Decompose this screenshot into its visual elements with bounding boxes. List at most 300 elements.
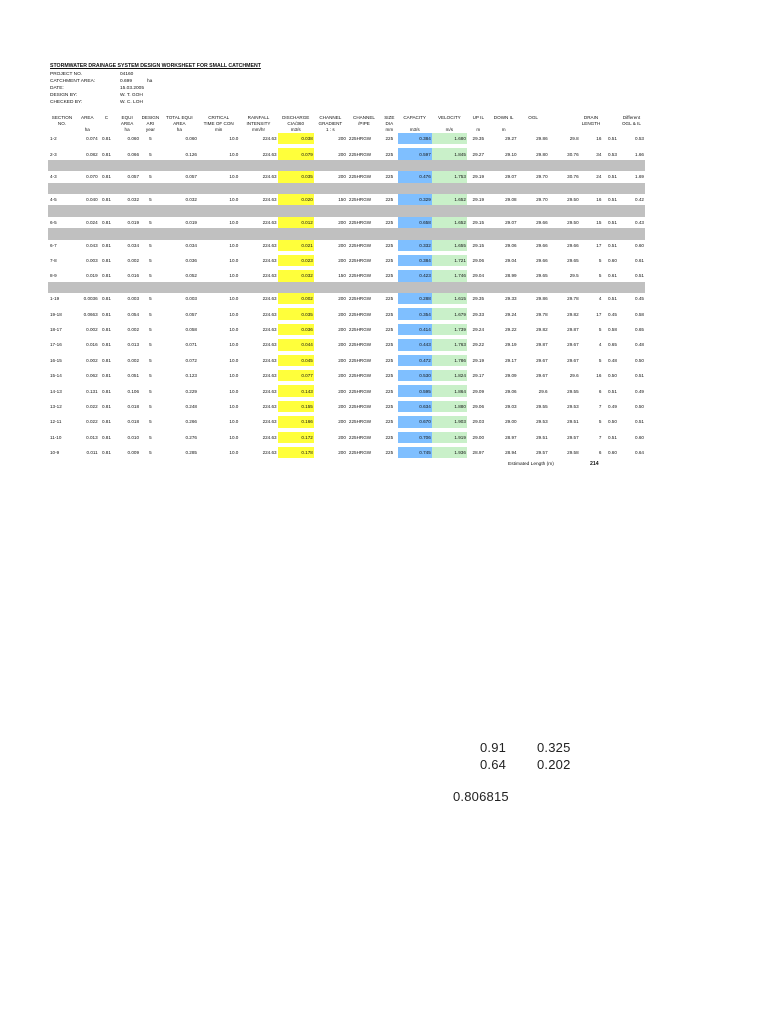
diff-down-cell: 0.49 <box>635 388 644 394</box>
ogl-up-cell: 29.66 <box>536 219 548 225</box>
ogl-up-cell: 29.82 <box>536 327 548 333</box>
rainfall-intensity-cell: 224.63 <box>262 357 277 363</box>
diff-down-cell: 0.43 <box>635 219 644 225</box>
equi-area-cell: 0.013 <box>127 342 140 348</box>
ogl-up-cell: 29.57 <box>536 450 548 456</box>
equi-area-cell: 0.018 <box>127 404 140 409</box>
c-cell: 0.81 <box>101 219 111 225</box>
total-equi-area-cell: 0.276 <box>185 434 197 440</box>
channel-gradient-cell: 200 <box>338 296 346 302</box>
design-ari-cell: 5 <box>149 151 152 157</box>
capacity-cell: 0.384 <box>398 255 432 266</box>
size-dia-cell: 225 <box>385 136 394 142</box>
ogl-down-cell: 29.58 <box>567 450 579 456</box>
section-cell: 1-19 <box>50 296 60 302</box>
column-header: ha <box>176 127 182 132</box>
table-row <box>48 133 645 144</box>
rainfall-intensity-cell: 224.63 <box>262 151 277 157</box>
design-ari-cell: 5 <box>149 373 152 379</box>
c-cell: 0.81 <box>101 258 111 264</box>
rainfall-intensity-cell: 224.63 <box>262 242 277 248</box>
area-cell: 0.002 <box>86 327 98 333</box>
table-row <box>48 148 645 159</box>
note-value: 0.91 <box>480 740 507 755</box>
discharge-cell: 0.036 <box>278 324 314 335</box>
velocity-cell: 1.903 <box>432 416 467 427</box>
total-equi-area-cell: 0.003 <box>185 296 197 302</box>
section-cell: 18-17 <box>50 327 62 333</box>
channel-pipe-cell: 225HRGW <box>348 357 372 363</box>
diff-down-cell: 0.48 <box>635 342 644 348</box>
design-ari-cell: 5 <box>149 327 152 333</box>
drain-length-cell: 34 <box>596 151 602 157</box>
velocity-cell: 1.746 <box>432 270 467 281</box>
size-dia-cell: 225 <box>385 373 394 379</box>
velocity-cell: 1.824 <box>432 370 467 381</box>
table-row <box>48 416 645 427</box>
size-dia-cell: 225 <box>385 342 394 348</box>
column-header: OGL & IL <box>621 121 641 126</box>
section-cell: 15-14 <box>50 373 62 379</box>
ogl-up-cell: 29.51 <box>536 434 548 440</box>
table-row <box>48 401 645 412</box>
diff-up-cell: 0.51 <box>607 296 617 302</box>
diff-up-cell: 0.58 <box>607 327 617 333</box>
capacity-cell: 0.288 <box>398 293 432 304</box>
ogl-up-cell: 29.70 <box>536 174 548 180</box>
ogl-up-cell: 29.55 <box>536 404 548 409</box>
capacity-cell: 0.597 <box>398 148 432 159</box>
area-cell: 0.074 <box>86 136 98 142</box>
diff-down-cell: 0.53 <box>635 136 644 142</box>
section-cell: 14-13 <box>50 388 62 394</box>
c-cell: 0.81 <box>101 373 111 379</box>
equi-area-cell: 0.002 <box>127 258 140 264</box>
up-il-cell: 29.09 <box>472 388 485 394</box>
up-il-cell: 29.35 <box>472 296 485 302</box>
section-cell: 8-9 <box>50 273 57 279</box>
ogl-up-cell: 29.66 <box>536 258 548 264</box>
column-header: m/s <box>445 127 454 132</box>
drain-length-cell: 5 <box>598 357 602 363</box>
column-header: SIZE <box>384 115 395 120</box>
area-cell: 0.0663 <box>83 311 98 317</box>
ogl-down-cell: 29.5 <box>569 273 579 279</box>
up-il-cell: 29.35 <box>472 136 485 142</box>
down-il-cell: 29.09 <box>505 373 517 379</box>
velocity-cell: 1.919 <box>432 432 467 443</box>
column-header: ha <box>124 127 130 132</box>
c-cell: 0.81 <box>101 311 111 317</box>
channel-pipe-cell: 225HRGW <box>348 174 372 180</box>
channel-gradient-cell: 150 <box>338 273 346 279</box>
down-il-cell: 29.27 <box>505 136 517 142</box>
area-cell: 0.002 <box>86 357 98 363</box>
design-ari-cell: 5 <box>149 296 152 302</box>
ogl-up-cell: 29.67 <box>536 373 548 379</box>
equi-area-cell: 0.009 <box>127 450 140 456</box>
column-header: 1 : s <box>326 127 335 132</box>
channel-pipe-cell: 225HRGW <box>348 342 372 348</box>
rainfall-intensity-cell: 224.63 <box>262 136 277 142</box>
diff-up-cell: 0.51 <box>607 219 617 225</box>
area-cell: 0.082 <box>86 151 98 157</box>
section-cell: 19-18 <box>50 311 62 317</box>
ogl-up-cell: 29.78 <box>536 311 548 317</box>
note-result: 0.806815 <box>453 789 509 804</box>
rainfall-intensity-cell: 224.63 <box>262 174 277 180</box>
meta-value: W. C. LOH <box>120 100 143 105</box>
size-dia-cell: 225 <box>385 311 394 317</box>
capacity-cell: 0.670 <box>398 416 432 427</box>
critical-time-cell: 10.0 <box>229 219 239 225</box>
c-cell: 0.81 <box>101 197 111 203</box>
critical-time-cell: 10.0 <box>229 136 239 142</box>
drain-length-cell: 16 <box>596 136 602 142</box>
size-dia-cell: 225 <box>385 219 394 225</box>
critical-time-cell: 10.0 <box>229 296 239 302</box>
channel-gradient-cell: 200 <box>338 242 346 248</box>
size-dia-cell: 225 <box>385 151 394 157</box>
down-il-cell: 29.07 <box>505 174 517 180</box>
capacity-cell: 0.332 <box>398 240 432 251</box>
area-cell: 0.011 <box>86 450 98 456</box>
up-il-cell: 29.15 <box>472 219 485 225</box>
discharge-cell: 0.032 <box>278 270 314 281</box>
velocity-cell: 1.655 <box>432 240 467 251</box>
total-equi-area-cell: 0.266 <box>185 419 197 425</box>
rainfall-intensity-cell: 224.63 <box>262 258 277 264</box>
velocity-cell: 1.880 <box>432 401 467 412</box>
drain-length-cell: 4 <box>598 342 602 348</box>
rainfall-intensity-cell: 224.63 <box>262 450 277 456</box>
drain-length-cell: 17 <box>596 242 602 248</box>
up-il-cell: 29.24 <box>472 327 485 333</box>
discharge-cell: 0.020 <box>278 194 314 205</box>
area-cell: 0.016 <box>86 342 98 348</box>
down-il-cell: 28.99 <box>505 273 517 279</box>
column-header: SECTION <box>51 115 73 120</box>
diff-up-cell: 0.49 <box>607 404 617 409</box>
channel-pipe-cell: 225HRGW <box>348 373 372 379</box>
diff-up-cell: 0.51 <box>607 174 617 180</box>
rainfall-intensity-cell: 224.63 <box>262 311 277 317</box>
estimated-length-label: Estimated Length (m) <box>508 462 554 467</box>
rainfall-intensity-cell: 224.63 <box>262 434 277 440</box>
section-cell: 11-10 <box>50 434 62 440</box>
diff-down-cell: 0.42 <box>635 197 644 203</box>
table-row <box>48 270 645 281</box>
ogl-down-cell: 29.66 <box>567 242 579 248</box>
ogl-up-cell: 29.66 <box>536 242 548 248</box>
discharge-cell: 0.044 <box>278 339 314 350</box>
column-header: UP IL <box>472 115 484 120</box>
velocity-cell: 1.721 <box>432 255 467 266</box>
section-cell: 12-11 <box>50 419 62 425</box>
channel-gradient-cell: 200 <box>338 219 346 225</box>
down-il-cell: 29.00 <box>505 419 517 425</box>
column-header: ARI <box>146 121 155 126</box>
down-il-cell: 29.17 <box>505 357 517 363</box>
diff-up-cell: 0.51 <box>607 197 617 203</box>
design-ari-cell: 5 <box>149 219 152 225</box>
channel-pipe-cell: 225HRGW <box>348 219 372 225</box>
channel-pipe-cell: 225HRGW <box>348 296 372 302</box>
design-ari-cell: 5 <box>149 197 152 203</box>
area-cell: 0.131 <box>86 388 98 394</box>
note-value: 0.64 <box>480 757 507 772</box>
channel-pipe-cell: 225HRGW <box>348 434 372 440</box>
area-cell: 0.040 <box>86 197 98 203</box>
drain-length-cell: 5 <box>598 273 602 279</box>
channel-gradient-cell: 200 <box>338 311 346 317</box>
column-header: Different <box>622 115 641 120</box>
separator-cell <box>48 160 645 171</box>
critical-time-cell: 10.0 <box>229 258 239 264</box>
down-il-cell: 29.03 <box>505 404 517 409</box>
channel-pipe-cell: 225HRGW <box>348 327 372 333</box>
area-cell: 0.013 <box>86 434 98 440</box>
discharge-cell: 0.021 <box>278 240 314 251</box>
capacity-cell: 0.472 <box>398 355 432 366</box>
total-equi-area-cell: 0.052 <box>185 273 197 279</box>
critical-time-cell: 10.0 <box>229 151 239 157</box>
table-row <box>48 355 645 366</box>
column-header: DOWN IL <box>493 115 514 120</box>
drain-length-cell: 5 <box>598 327 602 333</box>
ogl-down-cell: 29.50 <box>567 197 579 203</box>
up-il-cell: 29.06 <box>472 258 485 264</box>
drain-length-cell: 7 <box>598 434 602 440</box>
meta-label: DATE: <box>50 86 64 91</box>
area-cell: 0.0036 <box>83 296 98 302</box>
diff-down-cell: 0.65 <box>635 327 644 333</box>
discharge-cell: 0.002 <box>278 293 314 304</box>
design-ari-cell: 5 <box>149 258 152 264</box>
diff-up-cell: 0.61 <box>607 273 617 279</box>
ogl-down-cell: 29.67 <box>567 342 579 348</box>
c-cell: 0.81 <box>101 273 111 279</box>
velocity-cell: 1.936 <box>432 447 467 458</box>
velocity-cell: 1.864 <box>432 385 467 396</box>
column-header: DESIGN <box>141 115 160 120</box>
diff-up-cell: 0.45 <box>607 311 617 317</box>
ogl-down-cell: 29.87 <box>567 327 579 333</box>
equi-area-cell: 0.002 <box>127 357 140 363</box>
size-dia-cell: 225 <box>385 388 394 394</box>
size-dia-cell: 225 <box>385 327 394 333</box>
velocity-cell: 1.753 <box>432 171 467 182</box>
discharge-cell: 0.143 <box>278 385 314 396</box>
estimated-length-value: 214 <box>590 461 599 467</box>
size-dia-cell: 225 <box>385 434 394 440</box>
channel-pipe-cell: 225HRGW <box>348 450 372 456</box>
down-il-cell: 29.07 <box>505 219 517 225</box>
velocity-cell: 1.763 <box>432 339 467 350</box>
column-header: AREA <box>81 115 94 120</box>
equi-area-cell: 0.016 <box>127 273 140 279</box>
design-ari-cell: 5 <box>149 357 152 363</box>
ogl-down-cell: 29.50 <box>567 219 579 225</box>
separator-cell <box>48 183 645 194</box>
drain-length-cell: 5 <box>598 258 602 264</box>
equi-area-cell: 0.054 <box>127 311 140 317</box>
drain-length-cell: 17 <box>596 311 602 317</box>
ogl-down-cell: 29.65 <box>567 258 579 264</box>
up-il-cell: 28.97 <box>472 450 485 456</box>
rainfall-intensity-cell: 224.63 <box>262 404 277 409</box>
design-ari-cell: 5 <box>149 450 152 456</box>
ogl-down-cell: 29.8 <box>569 136 579 142</box>
channel-gradient-cell: 200 <box>338 404 346 409</box>
channel-pipe-cell: 225HRGW <box>348 273 372 279</box>
channel-pipe-cell: 225HRGW <box>348 242 372 248</box>
critical-time-cell: 10.0 <box>229 419 239 425</box>
meta-value: 0.699 <box>120 79 133 84</box>
velocity-cell: 1.786 <box>432 355 467 366</box>
area-cell: 0.022 <box>86 419 98 425</box>
meta-value: 04160 <box>120 72 134 77</box>
channel-gradient-cell: 200 <box>338 174 346 180</box>
equi-area-cell: 0.018 <box>127 419 140 425</box>
down-il-cell: 28.97 <box>505 434 517 440</box>
design-ari-cell: 5 <box>149 273 152 279</box>
ogl-down-cell: 29.78 <box>567 296 579 302</box>
c-cell: 0.81 <box>101 327 111 333</box>
column-header: ha <box>84 127 90 132</box>
section-cell: 6-7 <box>50 242 57 248</box>
ogl-down-cell: 29.51 <box>567 419 579 425</box>
design-ari-cell: 5 <box>149 404 152 409</box>
channel-pipe-cell: 225HRGW <box>348 136 372 142</box>
equi-area-cell: 0.003 <box>127 296 140 302</box>
column-header: C <box>104 115 109 120</box>
capacity-cell: 0.476 <box>398 171 432 182</box>
area-cell: 0.019 <box>86 273 98 279</box>
column-header: INTENSITY <box>246 121 271 126</box>
critical-time-cell: 10.0 <box>229 327 239 333</box>
area-cell: 0.024 <box>86 219 98 225</box>
c-cell: 0.81 <box>101 151 111 157</box>
equi-area-cell: 0.010 <box>127 434 140 440</box>
total-equi-area-cell: 0.126 <box>185 151 197 157</box>
area-cell: 0.022 <box>86 404 98 409</box>
meta-unit: ha <box>147 79 153 84</box>
velocity-cell: 1.679 <box>432 308 467 319</box>
diff-down-cell: 0.51 <box>635 373 644 379</box>
velocity-cell: 1.845 <box>432 148 467 159</box>
separator-band <box>48 282 645 293</box>
design-table <box>48 115 645 458</box>
note-value: 0.202 <box>537 757 571 772</box>
ogl-up-cell: 29.6 <box>538 388 548 394</box>
size-dia-cell: 225 <box>385 404 394 409</box>
critical-time-cell: 10.0 <box>229 342 239 348</box>
size-dia-cell: 225 <box>385 242 394 248</box>
column-header: CHANNEL <box>353 115 375 120</box>
down-il-cell: 29.19 <box>505 342 517 348</box>
rainfall-intensity-cell: 224.63 <box>262 296 277 302</box>
diff-down-cell: 1.66 <box>635 151 644 157</box>
up-il-cell: 29.19 <box>472 357 485 363</box>
size-dia-cell: 225 <box>385 197 394 203</box>
design-ari-cell: 5 <box>149 136 152 142</box>
column-header: LENGTH <box>581 121 601 126</box>
diff-down-cell: 0.51 <box>635 273 644 279</box>
diff-down-cell: 0.60 <box>635 242 644 248</box>
column-header: EQUI <box>121 115 133 120</box>
rainfall-intensity-cell: 224.63 <box>262 373 277 379</box>
design-ari-cell: 5 <box>149 311 152 317</box>
capacity-cell: 0.354 <box>398 308 432 319</box>
separator-cell <box>48 228 645 239</box>
section-cell: 1-2 <box>50 136 57 142</box>
up-il-cell: 29.06 <box>472 404 485 409</box>
diff-up-cell: 0.50 <box>607 419 617 425</box>
velocity-cell: 1.739 <box>432 324 467 335</box>
total-equi-area-cell: 0.123 <box>185 373 197 379</box>
equi-area-cell: 0.019 <box>127 219 140 225</box>
capacity-cell: 0.414 <box>398 324 432 335</box>
section-cell: 4-5 <box>50 197 57 203</box>
size-dia-cell: 225 <box>385 450 394 456</box>
column-header: DRAIN <box>583 115 599 120</box>
design-ari-cell: 5 <box>149 342 152 348</box>
table-row <box>48 194 645 205</box>
critical-time-cell: 10.0 <box>229 273 239 279</box>
discharge-cell: 0.166 <box>278 416 314 427</box>
total-equi-area-cell: 0.285 <box>185 450 197 456</box>
diff-up-cell: 0.60 <box>607 258 617 264</box>
size-dia-cell: 225 <box>385 273 394 279</box>
rainfall-intensity-cell: 224.63 <box>262 273 277 279</box>
diff-down-cell: 0.45 <box>635 296 644 302</box>
worksheet-title: STORMWATER DRAINAGE SYSTEM DESIGN WORKSHEET FOR SMALL CATCHMENT <box>50 63 261 69</box>
down-il-cell: 29.24 <box>505 311 517 317</box>
down-il-cell: 28.94 <box>505 450 517 456</box>
discharge-cell: 0.155 <box>278 401 314 412</box>
critical-time-cell: 10.0 <box>229 311 239 317</box>
ogl-up-cell: 29.70 <box>536 197 548 203</box>
c-cell: 0.81 <box>101 136 111 142</box>
capacity-cell: 0.745 <box>398 447 432 458</box>
table-row <box>48 385 645 396</box>
area-cell: 0.070 <box>86 174 98 180</box>
c-cell: 0.81 <box>101 296 111 302</box>
discharge-cell: 0.077 <box>278 370 314 381</box>
diff-down-cell: 0.50 <box>635 357 644 363</box>
c-cell: 0.81 <box>101 419 111 425</box>
drain-length-cell: 7 <box>598 404 602 409</box>
critical-time-cell: 10.0 <box>229 388 239 394</box>
velocity-cell: 1.652 <box>432 194 467 205</box>
total-equi-area-cell: 0.060 <box>185 136 197 142</box>
critical-time-cell: 10.0 <box>229 404 239 409</box>
drain-length-cell: 5 <box>598 419 602 425</box>
rainfall-intensity-cell: 224.63 <box>262 342 277 348</box>
ogl-down-cell: 29.67 <box>567 357 579 363</box>
table-row <box>48 432 645 443</box>
diff-up-cell: 0.51 <box>607 136 617 142</box>
up-il-cell: 29.15 <box>472 242 485 248</box>
meta-label: PROJECT NO. <box>50 72 83 77</box>
channel-gradient-cell: 200 <box>338 357 346 363</box>
column-header: AREA <box>120 121 134 126</box>
section-cell: 6-5 <box>50 219 57 225</box>
total-equi-area-cell: 0.057 <box>185 311 197 317</box>
c-cell: 0.81 <box>101 388 111 394</box>
ogl-up-cell: 29.86 <box>536 296 548 302</box>
